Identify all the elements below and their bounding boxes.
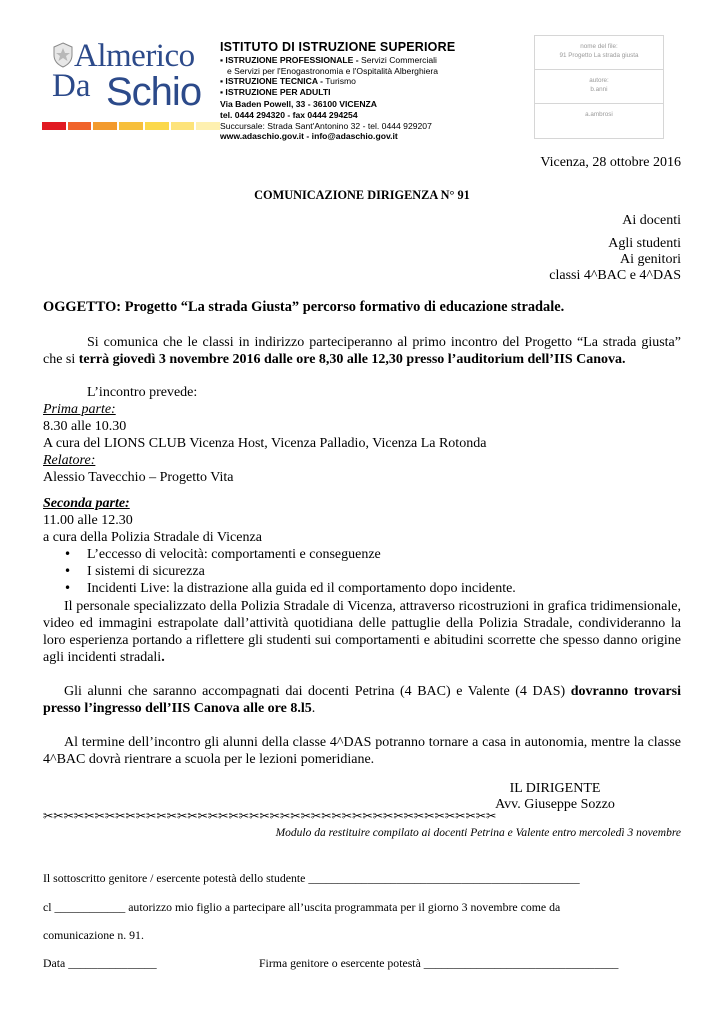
meta-author-label: autore: <box>589 77 609 84</box>
paragraph-2-end: . <box>161 650 165 665</box>
tec-label: ▪ ISTRUZIONE TECNICA - <box>220 76 323 87</box>
adulti-line: ▪ ISTRUZIONE PER ADULTI <box>220 86 331 97</box>
prof-rest: Servizi Commerciali <box>358 55 437 65</box>
phone-line: tel. 0444 294320 - fax 0444 294254 <box>220 109 358 120</box>
paragraph-2 <box>43 598 681 666</box>
paragraph-1-text: Si comunica che le classi in indirizzo parteciperanno al primo incontro del Progetto “La strada giusta” che si <box>43 335 681 367</box>
logo-color-bar <box>93 122 117 130</box>
part-1-time: 8.30 alle 10.30 <box>43 419 127 434</box>
paragraph-1 <box>43 334 681 368</box>
logo-color-bar <box>145 122 169 130</box>
return-note: Modulo da restituire compilato ai docenti Petrina e Valente entro mercoledì 3 novembre <box>275 827 681 839</box>
part-2-block <box>43 495 683 597</box>
recipient-genitori: Ai genitori <box>619 252 681 267</box>
list-item: • Incidenti Live: la distrazione alla guida ed il comportamento dopo incidente. <box>43 580 683 597</box>
institute-title: ISTITUTO DI ISTRUZIONE SUPERIORE <box>220 40 456 54</box>
tec-rest: Turismo <box>323 76 356 87</box>
logo-color-bar <box>68 122 92 130</box>
part-1-organizer: A cura del LIONS CLUB Vicenza Host, Vicenza Palladio, Vicenza La Rotonda <box>43 436 487 451</box>
letter-date: Vicenza, 28 ottobre 2016 <box>540 155 681 170</box>
list-item: • I sistemi di sicurezza <box>43 563 683 580</box>
form-signature-field: Firma genitore o esercente potestà _________________________________ <box>259 956 619 970</box>
form-line-2: cl ____________ autorizzo mio figlio a partecipare all’uscita programmata per il giorno 3 novembre come da <box>43 900 561 914</box>
prof-line-2: e Servizi per l'Enogastronomia e l'Ospitalità Alberghiera <box>227 65 439 76</box>
meta-file-cell <box>535 36 663 70</box>
paragraph-3-text: Gli alunni che saranno accompagnati dai docenti Petrina (4 BAC) e Valente (4 DAS) <box>64 684 571 699</box>
meta-extra-cell <box>535 104 663 138</box>
web-line: www.adaschio.gov.it - info@adaschio.gov.it <box>220 131 398 142</box>
scissors-cut-line: ✂✂✂✂✂✂✂✂✂✂✂✂✂✂✂✂✂✂✂✂✂✂✂✂✂✂✂✂✂✂✂✂✂✂✂✂✂✂✂✂✂✂✂✂ <box>43 809 497 823</box>
prof-label: ▪ ISTRUZIONE PROFESSIONALE - <box>220 55 359 65</box>
logo-color-bar <box>119 122 143 130</box>
address-line: Via Baden Powell, 33 - 36100 VICENZA <box>220 99 377 110</box>
logo-color-bar <box>196 122 220 130</box>
form-line-1: Il sottoscritto genitore / esercente potestà dello studente ______________________________________________ <box>43 871 580 885</box>
list-item: • L’eccesso di velocità: comportamenti e conseguenze <box>43 546 683 563</box>
document-meta-box <box>534 35 664 139</box>
signature-name: Avv. Giuseppe Sozzo <box>495 797 615 812</box>
logo-word-schio: Schio <box>106 70 202 114</box>
form-date-field: Data _______________ <box>43 956 157 970</box>
form-line-3: comunicazione n. 91. <box>43 928 144 942</box>
paragraph-3-bold: dovranno trovarsi presso l’ingresso dell’IIS Canova alle ore 8.l5 <box>43 684 682 716</box>
paragraph-1-bold: terrà giovedì 3 novembre 2016 dalle ore 8,30 alle 12,30 presso l’auditorium dell’IIS Canova. <box>78 352 626 367</box>
meta-extra-value: a.ambrosi <box>585 111 613 118</box>
recipient-classi: classi 4^BAC e 4^DAS <box>549 268 681 283</box>
emblem-icon <box>52 42 74 68</box>
signature-title: IL DIRIGENTE <box>509 781 601 796</box>
paragraph-3 <box>43 683 681 717</box>
logo-color-bar <box>171 122 195 130</box>
logo-color-bars <box>42 122 220 130</box>
speaker-label: Relatore: <box>43 453 96 468</box>
paragraph-2-text: Il personale specializzato della Polizia Stradale di Vicenza, attraverso ricostruzioni in grafica tridimensionale, video ed immagini estrapolate dall’attività quotidiana delle pattuglie della Polizia Stradale, condivideranno la loro esperienza portando a riflettere gli studenti sui comportamenti e abitudini scorrette che spesso danno origine agli incidenti stradali <box>43 599 681 665</box>
intro-line: L’incontro prevede: <box>87 385 198 400</box>
recipient-studenti: Agli studenti <box>608 236 681 251</box>
branch-line: Succursale: Strada Sant'Antonino 32 - tel. 0444 929207 <box>220 120 432 131</box>
part-1-label: Prima parte: <box>43 402 116 417</box>
paragraph-3-end: . <box>311 701 316 716</box>
recipient-docenti: Ai docenti <box>622 213 681 228</box>
meta-author-value: b.anni <box>590 86 608 93</box>
part-2-time: 11.00 alle 12.30 <box>43 513 133 528</box>
letter-heading: COMUNICAZIONE DIRIGENZA N° 91 <box>254 188 470 202</box>
school-logo <box>42 38 220 138</box>
speaker-name: Alessio Tavecchio – Progetto Vita <box>43 470 234 485</box>
meta-author-cell <box>535 70 663 104</box>
institute-info <box>220 40 520 142</box>
logo-word-da: Da <box>52 68 91 104</box>
logo-color-bar <box>42 122 66 130</box>
paragraph-4: Al termine dell’incontro gli alunni della classe 4^DAS potranno tornare a casa in autonomia, mentre la classe 4^BAC dovrà rientrare a scuola per le lezioni pomeridiane. <box>43 735 681 767</box>
logo-word-almerico: Almerico <box>74 38 195 74</box>
meta-file-value: 91 Progetto La strada giusta <box>559 52 639 59</box>
letter-subject: OGGETTO: Progetto “La strada Giusta” percorso formativo di educazione stradale. <box>43 299 565 315</box>
recipients-block <box>43 236 681 284</box>
part-1-block <box>43 401 683 486</box>
meta-file-label: nome del file: <box>580 43 618 50</box>
part-2-label: Seconda parte: <box>43 496 130 511</box>
part-2-organizer: a cura della Polizia Stradale di Vicenza <box>43 530 262 545</box>
topics-list <box>43 546 683 597</box>
